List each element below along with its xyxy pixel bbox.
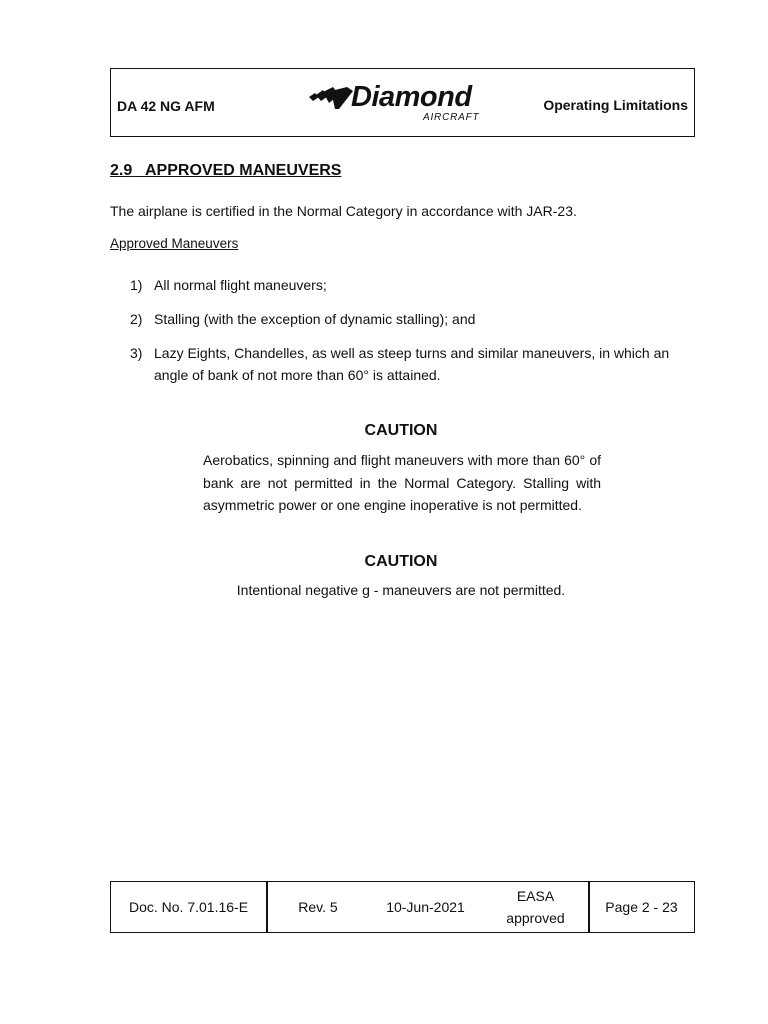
list-item-number: 1) — [130, 277, 143, 293]
logo-wordmark: Diamond — [351, 81, 472, 113]
caution-text: Intentional negative g - maneuvers are not permitted. — [236, 582, 566, 598]
list-item — [130, 308, 700, 330]
footer-page-number: Page 2 - 23 — [605, 899, 678, 915]
list-item-number: 3) — [130, 345, 143, 361]
section-heading — [110, 162, 341, 180]
list-item — [130, 342, 700, 386]
list-item-text: All normal flight maneuvers; — [154, 277, 327, 293]
page-header — [110, 68, 695, 137]
header-doc-id: DA 42 NG AFM — [117, 98, 215, 114]
caution-text: Aerobatics, spinning and flight maneuvers with more than 60° of bank are not permitted in the Normal Category. Stalling with asymmetric power or one engine inoperative is not permitted. — [203, 452, 601, 513]
footer-date: 10-Jun-2021 — [386, 899, 465, 915]
caution-title: CAUTION — [364, 422, 438, 439]
section-number: 2.9 — [110, 162, 133, 179]
footer-revision: Rev. 5 — [298, 899, 338, 915]
section-title: APPROVED MANEUVERS — [145, 162, 342, 179]
logo-subtitle: AIRCRAFT — [423, 112, 480, 123]
list-item — [130, 274, 700, 296]
footer-approval-authority: EASA — [516, 888, 555, 904]
list-item-text: Stalling (with the exception of dynamic stalling); and — [154, 311, 476, 327]
maneuver-list — [130, 274, 700, 398]
section-intro: The airplane is certified in the Normal Category in accordance with JAR-23. — [110, 203, 577, 219]
footer-approval-status: approved — [506, 910, 565, 926]
list-item-text: Lazy Eights, Chandelles, as well as steep turns and similar maneuvers, in which an angle of bank of not more than 60° is attained. — [154, 345, 670, 383]
list-item-number: 2) — [130, 311, 143, 327]
diamond-wing-icon — [309, 87, 355, 111]
footer-approval — [483, 882, 588, 932]
caution-title: CAUTION — [364, 553, 438, 570]
subheading: Approved Maneuvers — [110, 236, 239, 251]
footer-doc-no: Doc. No. 7.01.16-E — [128, 899, 249, 915]
diamond-aircraft-logo — [309, 83, 499, 125]
page-footer — [110, 881, 695, 933]
header-chapter: Operating Limitations — [543, 97, 688, 113]
